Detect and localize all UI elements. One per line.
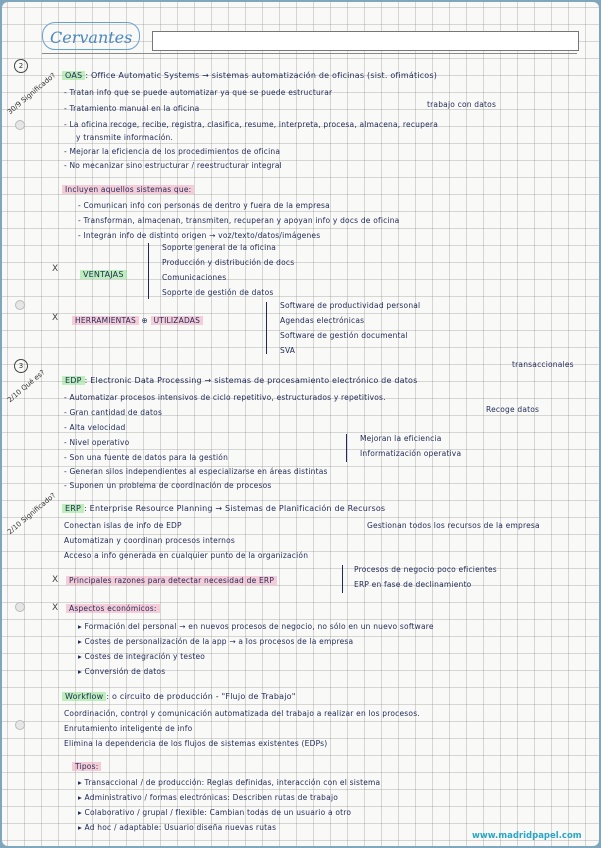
header-rule [42,53,577,54]
erp-reason: Procesos de negocio poco eficientes [354,565,497,574]
aspectos-title: Aspectos económicos: [66,604,160,613]
workflow-line: Elimina la dependencia de los flujos de sistemas existentes (EDPs) [64,739,328,748]
header-field [152,31,579,51]
tipos-line: ▸ Colaborativo / grupal / flexible: Cambian todas de un usuario a otro [78,808,352,817]
incluyen-title: Incluyen aquellos sistemas que: [62,185,194,194]
edp-line: - Son una fuente de datos para la gestión [64,453,229,462]
herramienta-item: Software de productividad personal [280,301,421,310]
edp-side-note: transaccionales [512,360,574,369]
punch-hole [15,720,25,730]
edp-side-note-2: Recoge datos [486,405,540,414]
aspectos-line: ▸ Conversión de datos [78,667,166,676]
edp-title: EDP [62,376,85,385]
brand-logo: Cervantes [50,28,133,47]
erp-line: Conectan islas de info de EDP [64,521,182,530]
edp-line: - Automatizar procesos intensivos de ciclo repetitivo, estructurados y repetitivos. [64,393,386,402]
circled-number: 2 [14,59,28,73]
edp-heading [62,376,418,385]
edp-line: - Gran cantidad de datos [64,408,163,417]
oas-heading [62,71,437,80]
herramientas-suffix: UTILIZADAS [151,316,203,325]
erp-side-note: Gestionan todos los recursos de la empresa [367,521,540,530]
herramientas-title: HERRAMIENTAS [72,316,139,325]
oas-definition: : Office Automatic Systems → sistemas automatización de oficinas (sist. ofimáticos) [85,71,438,80]
notebook-page [2,2,599,846]
oas-line-5: - No mecanizar sino estructurar / reestructurar integral [64,161,282,170]
cross-mark: X [52,603,59,613]
workflow-line: Enrutamiento inteligente de info [64,724,193,733]
tipos-line: ▸ Administrativo / formas electrónicas: Describen rutas de trabajo [78,793,339,802]
footer-url: www.madridpapel.com [472,831,582,841]
edp-line: - Suponen un problema de coordinación de procesos [64,481,272,490]
ventajas-heading [80,270,127,279]
edp-line: - Nivel operativo [64,438,130,447]
aspectos-heading [66,604,160,613]
oas-side-note: trabajo con datos [427,100,497,109]
erp-brace [342,565,343,593]
oas-title: OAS [62,71,85,80]
oas-line-4: - Mejorar la eficiencia de los procedimientos de oficina [64,147,281,156]
herramienta-item: Software de gestión documental [280,331,408,340]
workflow-heading [62,692,296,701]
edp-definition: : Electronic Data Processing → sistemas de procesamiento electrónico de datos [84,376,418,385]
herramientas-heading: HERRAMIENTAS ⊕ UTILIZADAS [72,316,203,325]
herramientas-brace [266,302,267,354]
punch-hole [15,120,25,130]
erp-heading [62,504,385,513]
oas-line-3: - La oficina recoge, recibe, registra, clasifica, resume, interpreta, procesa, almacena, recupera [64,120,438,129]
incluyen-line-2: - Transforman, almacenan, transmiten, recuperan y apoyan info y docs de oficina [78,216,400,225]
circled-number: 3 [14,359,28,373]
edp-brace-note: Informatización operativa [360,449,462,458]
ventaja-item: Producción y distribución de docs [162,258,295,267]
erp-definition: : Enterprise Resource Planning → Sistemas de Planificación de Recursos [84,504,386,513]
tipos-line: ▸ Transaccional / de producción: Reglas definidas, interacción con el sistema [78,778,381,787]
herramienta-item: Agendas electrónicas [280,316,365,325]
edp-line: - Alta velocidad [64,423,126,432]
edp-line: - Generan silos independientes al especializarse en áreas distintas [64,467,328,476]
ventaja-item: Comunicaciones [162,273,227,282]
erp-reason: ERP en fase de declinamiento [354,580,472,589]
ventaja-item: Soporte de gestión de datos [162,288,274,297]
oas-line-2: - Tratamiento manual en la oficina [64,104,200,113]
workflow-title: Workflow [62,692,106,701]
edp-brace [346,434,347,462]
herramienta-item: SVA [280,346,296,355]
tipos-title: Tipos: [72,762,101,771]
aspectos-line: ▸ Formación del personal → en nuevos procesos de negocio, no sólo en un nuevo software [78,622,434,631]
ventajas-title: VENTAJAS [80,270,127,279]
margin-note-2: 2/10 Qué es? [6,368,47,405]
erp-line: Automatizan y coordinan procesos internos [64,536,236,545]
cross-mark: X [52,313,59,323]
erp-reasons-title: Principales razones para detectar necesidad de ERP [66,576,277,585]
ventaja-item: Soporte general de la oficina [162,243,277,252]
edp-brace-note: Mejoran la eficiencia [360,434,442,443]
margin-note-1: 30/9 Significado? [6,71,58,117]
erp-reasons-heading [66,576,277,585]
tipos-heading [72,762,101,771]
ventajas-brace [148,243,149,299]
margin-note-3: 2/10 Significado? [6,491,58,537]
erp-title: ERP [62,504,84,513]
aspectos-line: ▸ Costes de integración y testeo [78,652,206,661]
workflow-line: Coordinación, control y comunicación automatizada del trabajo a realizar en los procesos. [64,709,420,718]
punch-hole [15,602,25,612]
workflow-definition: : o circuito de producción - "Flujo de Trabajo" [106,692,296,701]
aspectos-line: ▸ Costes de personalización de la app → a los procesos de la empresa [78,637,354,646]
cross-mark: X [52,575,59,585]
cross-mark: X [52,264,59,274]
oas-line-1: - Tratan info que se puede automatizar ya que se puede estructurar [64,88,333,97]
erp-line: Acceso a info generada en cualquier punto de la organización [64,551,309,560]
incluyen-line-3: - Integran info de distinto origen → voz/texto/datos/imágenes [78,231,321,240]
tipos-line: ▸ Ad hoc / adaptable: Usuario diseña nuevas rutas [78,823,277,832]
punch-hole [15,300,25,310]
incluyen-heading [62,185,194,194]
oas-line-3-tail: y transmite información. [76,133,174,142]
incluyen-line-1: - Comunican info con personas de dentro y fuera de la empresa [78,201,330,210]
